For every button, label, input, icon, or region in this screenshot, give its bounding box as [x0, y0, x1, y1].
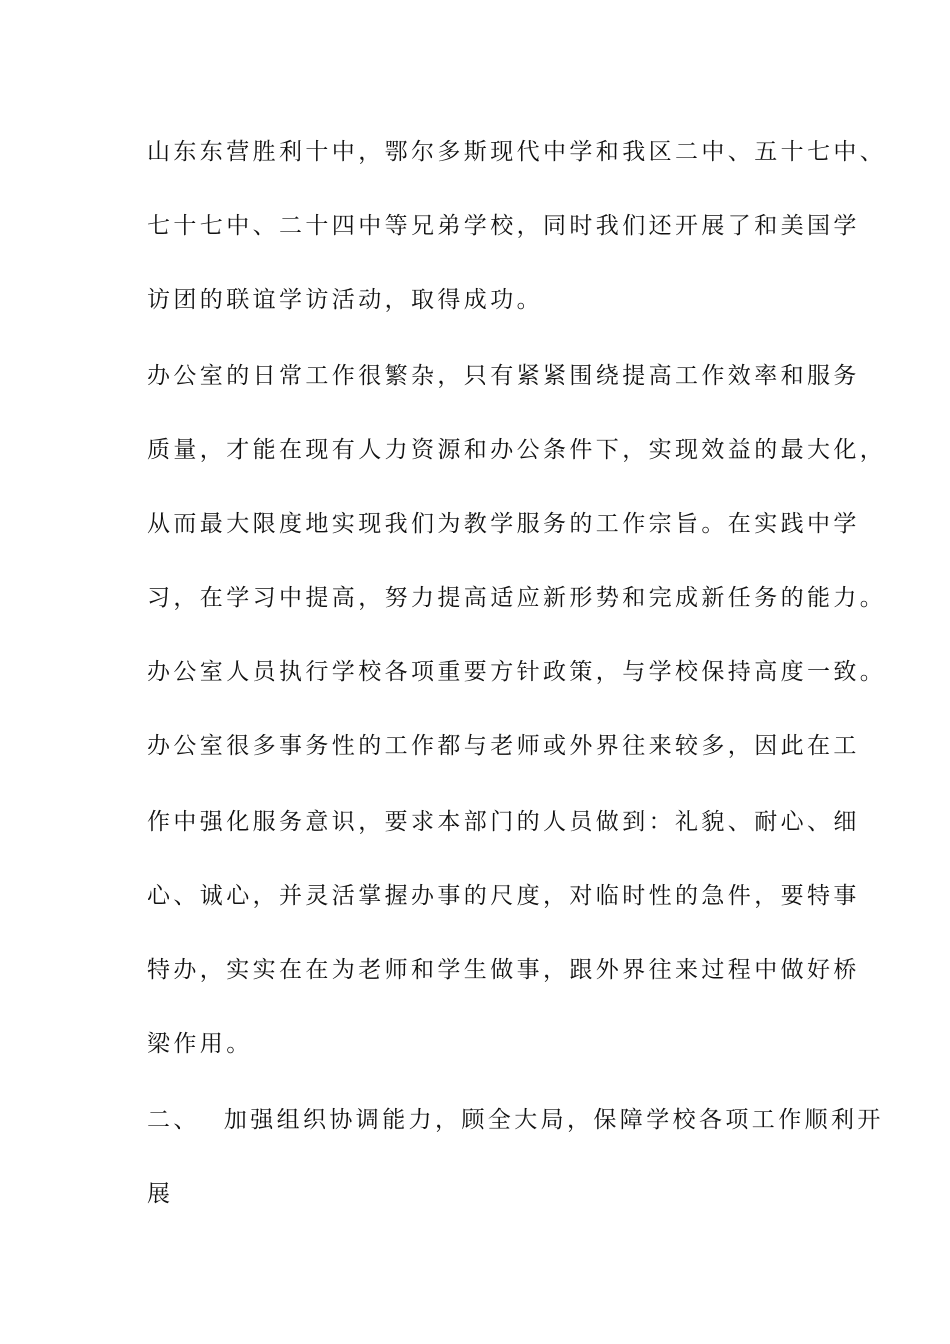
paragraph-line: 习，在学习中提高，努力提高适应新形势和完成新任务的能力。 [147, 585, 887, 611]
paragraph-line: 办公室很多事务性的工作都与老师或外界往来较多，因此在工 [147, 733, 860, 759]
paragraph-line: 心、诚心，并灵活掌握办事的尺度，对临时性的急件，要特事 [147, 883, 860, 909]
paragraph-line: 访团的联谊学访活动，取得成功。 [147, 287, 543, 313]
section-heading-text: 加强组织协调能力，顾全大局，保障学校各项工作顺利开 [223, 1107, 884, 1133]
paragraph-line: 办公室人员执行学校各项重要方针政策，与学校保持高度一致。 [147, 659, 887, 685]
paragraph-line: 作中强化服务意识，要求本部门的人员做到：礼貌、耐心、细 [147, 809, 860, 835]
section-heading-continuation: 展 [147, 1181, 174, 1207]
paragraph-line: 山东东营胜利十中，鄂尔多斯现代中学和我区二中、五十七中、 [147, 139, 887, 165]
paragraph-line: 从而最大限度地实现我们为教学服务的工作宗旨。在实践中学 [147, 511, 860, 537]
section-heading [147, 1104, 884, 1136]
paragraph-line: 办公室的日常工作很繁杂，只有紧紧围绕提高工作效率和服务 [147, 363, 860, 389]
paragraph-line: 梁作用。 [147, 1031, 253, 1057]
paragraph-line: 七十七中、二十四中等兄弟学校，同时我们还开展了和美国学 [147, 213, 860, 239]
section-number: 二、 [147, 1107, 200, 1133]
paragraph-line: 特办，实实在在为老师和学生做事，跟外界往来过程中做好桥 [147, 957, 860, 983]
paragraph-line: 质量，才能在现有人力资源和办公条件下，实现效益的最大化， [147, 437, 887, 463]
